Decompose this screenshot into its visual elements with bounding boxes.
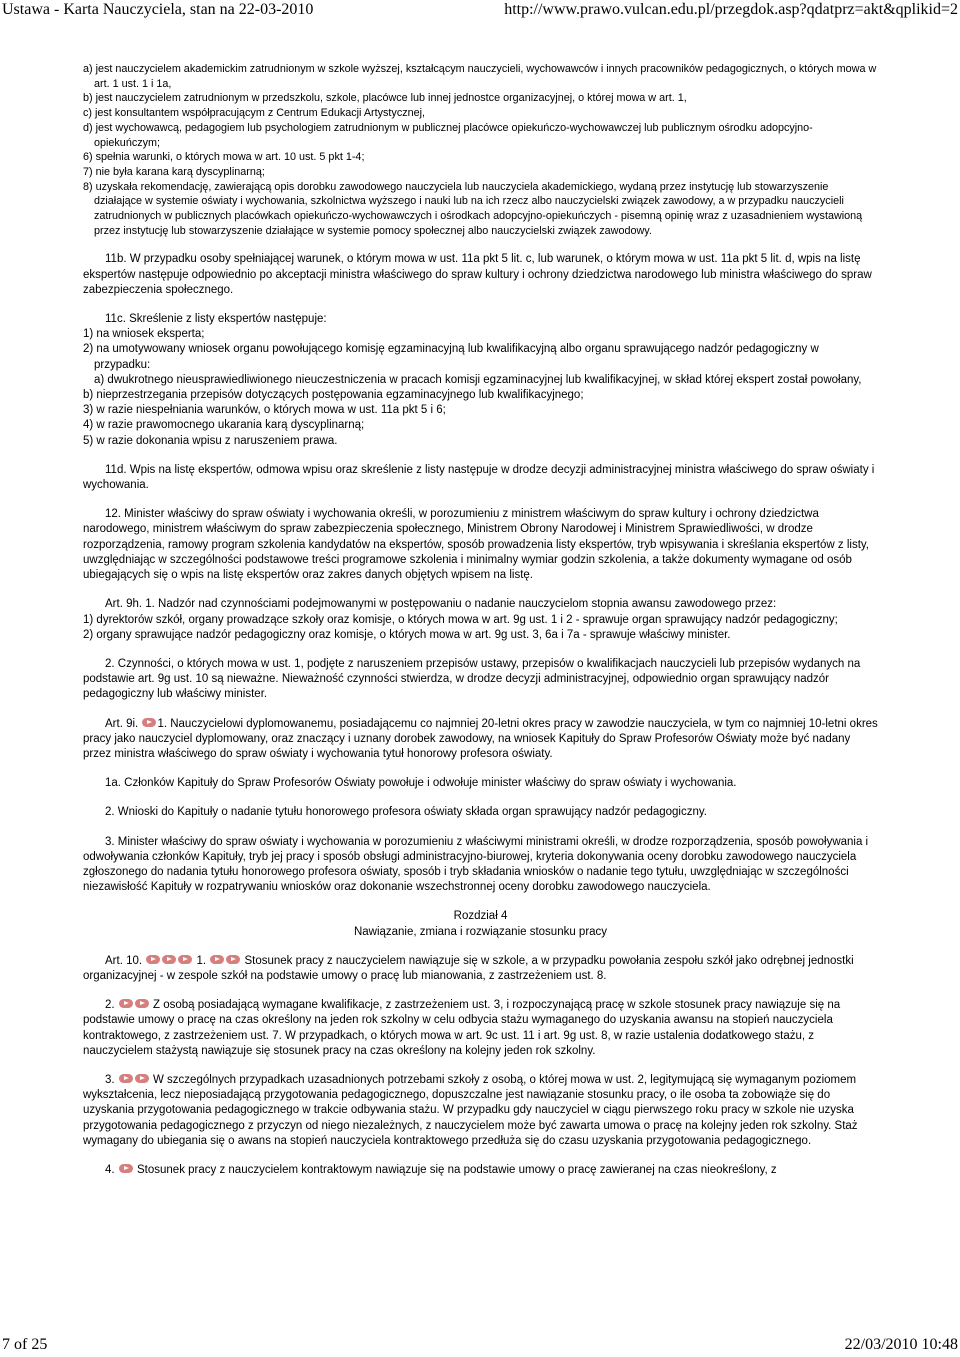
play-arrow-icon[interactable] xyxy=(135,999,149,1008)
art10-number-1: 1. xyxy=(196,954,207,967)
art9i-paragraph-3: 3. Minister właściwy do spraw oświaty i wychowania w porozumieniu z właściwymi ministrami określi, w drodze rozporządzenia, sposób powoływania i odwoływania członków Kapituły, tryb jej pracy i sposób obsługi administracyjno-biurowej, kryteria dokonywania oceny dorobku zawodowego nauczyciela zgłoszonego do nadania tytułu honorowego profesora oświaty, sposób i tryb składania wniosków o nadanie tego tytułu, uwzględniając w szczególności niezawisłość Kapituły w rozpatrywaniu wniosków oraz dokonanie wszechstronnej oceny dorobku zawodowego nauczyciela. xyxy=(83,835,869,894)
art9i-label: Art. 9i. xyxy=(105,717,139,730)
print-footer xyxy=(0,1335,960,1357)
list-letters xyxy=(83,62,878,150)
art9i-text: 1. Nauczycielowi dyplomowanemu, posiadającemu co najmniej 20-letni okres pracy w zawodzie nauczyciela, w tym co najmniej 10-letni okres pracy jako nauczyciel dyplomowany, oraz znaczący i uznany dorobek zawodowy, na wniosek Kapituły do Spraw Profesorów Oświaty może być nadany przez ministra właściwego do spraw oświaty i wychowania tytuł honorowy profesora oświaty. xyxy=(83,717,878,760)
paragraph-11c-intro: 11c. Skreślenie z listy ekspertów następuje: xyxy=(105,313,327,326)
play-arrow-icon[interactable] xyxy=(210,955,224,964)
art10-text-4: Stosunek pracy z nauczycielem kontraktowym nawiązuje się na podstawie umowy o pracę zawieranej na czas nieokreślony, z xyxy=(137,1163,777,1176)
art9h-intro: Art. 9h. 1. Nadzór nad czynnościami podejmowanymi w postępowaniu o nadanie nauczycielom stopnia awansu zawodowego przez: xyxy=(105,598,777,611)
art9h-paragraph-2: 2. Czynności, o których mowa w ust. 1, podjęte z naruszeniem przepisów ustawy, przepisów o kwalifikacjach nauczycieli lub przepisów wydanych na podstawie art. 9g ust. 10 są nieważne. Nieważność czynności stwierdza, w drodze decyzji administracyjnej, odpowiednio organ sprawujący nadzór pedagogiczny lub właściwy minister. xyxy=(83,657,861,701)
art10-paragraph-4 xyxy=(83,1163,878,1178)
play-arrow-icon[interactable] xyxy=(119,1074,133,1083)
list-item: b) jest nauczycielem zatrudnionym w przedszkolu, szkole, placówce lub innej jednostce organizacyjnej, o której mowa w art. 1, xyxy=(83,92,687,105)
art10-number-3: 3. xyxy=(105,1073,115,1086)
art9i-paragraph-2: 2. Wnioski do Kapituły o nadanie tytułu honorowego profesora oświaty składa organ sprawujący nadzór pedagogiczny. xyxy=(105,806,707,819)
art10-paragraph-1 xyxy=(83,954,878,984)
list-item: 6) spełnia warunki, o których mowa w art. 10 ust. 5 pkt 1-4; xyxy=(83,151,365,164)
chapter-number: Rozdział 4 xyxy=(453,910,508,923)
document-title: Ustawa - Karta Nauczyciela, stan na 22-03-2010 xyxy=(2,1,314,18)
list-item: d) jest wychowawcą, pedagogiem lub psychologiem zatrudnionym w publicznej placówce opiekuńczo-wychowawczej lub publicznym ośrodku adopcyjno-opiekuńczym; xyxy=(83,121,813,149)
art10-paragraph-2 xyxy=(83,998,878,1059)
art10-text-1: Stosunek pracy z nauczycielem nawiązuje się w szkole, a w przypadku powołania zespołu szkół jako odrębnej jednostki organizacyjnej - w zespole szkół na podstawie umowy o pracę lub mianowania, z zastrzeżeniem ust. 8. xyxy=(83,954,854,982)
art10-label: Art. 10. xyxy=(105,954,143,967)
print-header xyxy=(0,0,960,22)
paragraph-11b: 11b. W przypadku osoby spełniającej warunek, o którym mowa w ust. 11a pkt 5 lit. c, lub warunek, o którym mowa w ust. 11a pkt 5 lit. d, wpis na listę ekspertów następuje odpowiednio po akceptacji ministra właściwego do spraw kultury i ochrony dziedzictwa narodowego lub ministra właściwego do spraw zabezpieczenia społecznego. xyxy=(83,253,872,296)
list-item: 2) na umotywowany wniosek organu powołującego komisję egzaminacyjną lub kwalifikacyjną albo organu sprawującego nadzór pedagogiczny w przypadku: xyxy=(83,343,819,371)
list-item: 2) organy sprawujące nadzór pedagogiczny oraz komisje, o których mowa w art. 9g ust. 3, 6a i 7a - sprawuje właściwy minister. xyxy=(83,628,731,641)
list-item: 8) uzyskała rekomendację, zawierającą opis dorobku zawodowego nauczyciela lub nauczyciela akademickiego, wydaną przez instytucję lub stowarzyszenie działające w systemie oświaty i wychowania, szkolnictwa wyższego i nauki lub na ich rzecz albo nauczycielski związek zawodowy, a w przypadku nauczycieli zatrudnionych w publicznych placówkach opiekuńczo-wychowawczych i ośrodkach adopcyjno-opiekuńczych - pisemną opinię wraz z uzasadnieniem wystawioną przez instytucję lub stowarzyszenie działające w systemie pomocy społecznej albo nauczycielski związek zawodowy. xyxy=(83,180,863,237)
paragraph-12: 12. Minister właściwy do spraw oświaty i wychowania określi, w porozumieniu z ministrem właściwym do spraw kultury i ochrony dziedzictwa narodowego, ministrem właściwym do spraw zabezpieczenia społecznego, Ministrem Obrony Narodowej i Ministrem Sprawiedliwości, w drodze rozporządzenia, ramowy program szkolenia kandydatów na ekspertów, sposób prowadzenia listy ekspertów, tryb wpisywania i skreślania ekspertów z listy, uwzględniając w szczególności podstawowe treści programowe szkolenia i minimalny wymiar godzin szkolenia, a także dokumenty wymagane od osób ubiegających się o wpis na listę ekspertów oraz zakres danych objętych wpisem na listę. xyxy=(83,508,869,582)
list-item: 3) w razie niespełniania warunków, o których mowa w ust. 11a pkt 5 i 6; xyxy=(83,404,446,417)
paragraph-11d: 11d. Wpis na listę ekspertów, odmowa wpisu oraz skreślenie z listy następuje w drodze decyzji administracyjnej ministra właściwego do spraw oświaty i wychowania. xyxy=(83,463,875,492)
art10-text-3: W szczególnych przypadkach uzasadnionych potrzebami szkoły z osobą, o której mowa w ust. 2, legitymującą się wymaganym poziomem wykształcenia, lecz nieposiadającą przygotowania pedagogicznego, dopuszczalne jest nawiązanie stosunku pracy, o ile osoba ta zobowiąże się do uzyskania przygotowania pedagogicznego w trakcie odbywania stażu. W przypadku gdy nauczyciel w ciągu pierwszego roku pracy w szkole nie uzyska przygotowania pedagogicznego z przyczyn od niego niezależnych, z nauczycielem może być zawarta umowa o pracę na kolejny jeden rok szkolny. Staż wymagany do ubiegania się o awans na stopień nauczyciela kontraktowego przedłuża się do czasu uzyskania przygotowania pedagogicznego. xyxy=(83,1073,858,1147)
art9i-paragraph-1 xyxy=(83,717,878,763)
play-arrow-icon[interactable] xyxy=(142,718,156,727)
document-body xyxy=(83,62,878,1178)
chapter-title: Nawiązanie, zmiana i rozwiązanie stosunku pracy xyxy=(353,925,608,938)
play-arrow-icon[interactable] xyxy=(146,955,160,964)
art10-number-4: 4. xyxy=(105,1163,115,1176)
play-arrow-icon[interactable] xyxy=(226,955,240,964)
art10-text-2: Z osobą posiadającą wymagane kwalifikacje, z zastrzeżeniem ust. 3, i rozpoczynającą pracę w szkole stosunek pracy nawiązuje się na podstawie umowy o pracę na czas określony na jeden rok szkolny w celu odbycia stażu wymaganego do uzyskania awansu na stopień nauczyciela kontraktowego, z zastrzeżeniem ust. 7. W przypadkach, o których mowa w art. 9c ust. 11 i art. 9g ust. 8, w razie ustalenia dodatkowego stażu, z nauczycielem stażystą nawiązuje się stosunek pracy na czas określony na kolejny jeden rok szkolny. xyxy=(83,999,841,1057)
list-item: c) jest konsultantem współpracującym z Centrum Edukacji Artystycznej, xyxy=(83,107,426,120)
play-arrow-icon[interactable] xyxy=(119,1164,133,1173)
document-url: http://www.prawo.vulcan.edu.pl/przegdok.asp?qdatprz=akt&qplikid=2 xyxy=(504,1,958,18)
list-item: 7) nie była karana karą dyscyplinarną; xyxy=(83,165,265,178)
print-datetime: 22/03/2010 10:48 xyxy=(844,1336,958,1353)
list-item: b) nieprzestrzegania przepisów dotyczących postępowania egzaminacyjnego lub kwalifikacyjnego; xyxy=(83,389,584,402)
list-item: 4) w razie prawomocnego ukarania karą dyscyplinarną; xyxy=(83,419,365,432)
list-item: 5) w razie dokonania wpisu z naruszeniem prawa. xyxy=(83,434,338,447)
list-item: 1) na wniosek eksperta; xyxy=(83,328,205,341)
play-arrow-icon[interactable] xyxy=(135,1074,149,1083)
play-arrow-icon[interactable] xyxy=(162,955,176,964)
list-item: a) dwukrotnego nieusprawiedliwionego nieuczestniczenia w pracach komisji egzaminacyjnej lub kwalifikacyjnej, w skład której ekspert został powołany, xyxy=(94,373,862,386)
list-item: 1) dyrektorów szkół, organy prowadzące szkoły oraz komisje, o których mowa w art. 9g ust. 1 i 2 - sprawuje organ sprawujący nadzór pedagogiczny; xyxy=(83,613,838,626)
list-numbered xyxy=(83,150,878,238)
page-number: 7 of 25 xyxy=(2,1336,48,1353)
play-arrow-icon[interactable] xyxy=(119,999,133,1008)
art10-number-2: 2. xyxy=(105,999,115,1012)
play-arrow-icon[interactable] xyxy=(178,955,192,964)
art10-paragraph-3 xyxy=(83,1073,878,1149)
art9i-paragraph-1a: 1a. Członków Kapituły do Spraw Profesorów Oświaty powołuje i odwołuje minister właściwy do spraw oświaty i wychowania. xyxy=(105,777,737,790)
list-item: a) jest nauczycielem akademickim zatrudnionym w szkole wyższej, kształcącym nauczycieli, wychowawców i innych pracowników pedagogicznych, o których mowa w art. 1 ust. 1 i 1a, xyxy=(83,63,877,90)
